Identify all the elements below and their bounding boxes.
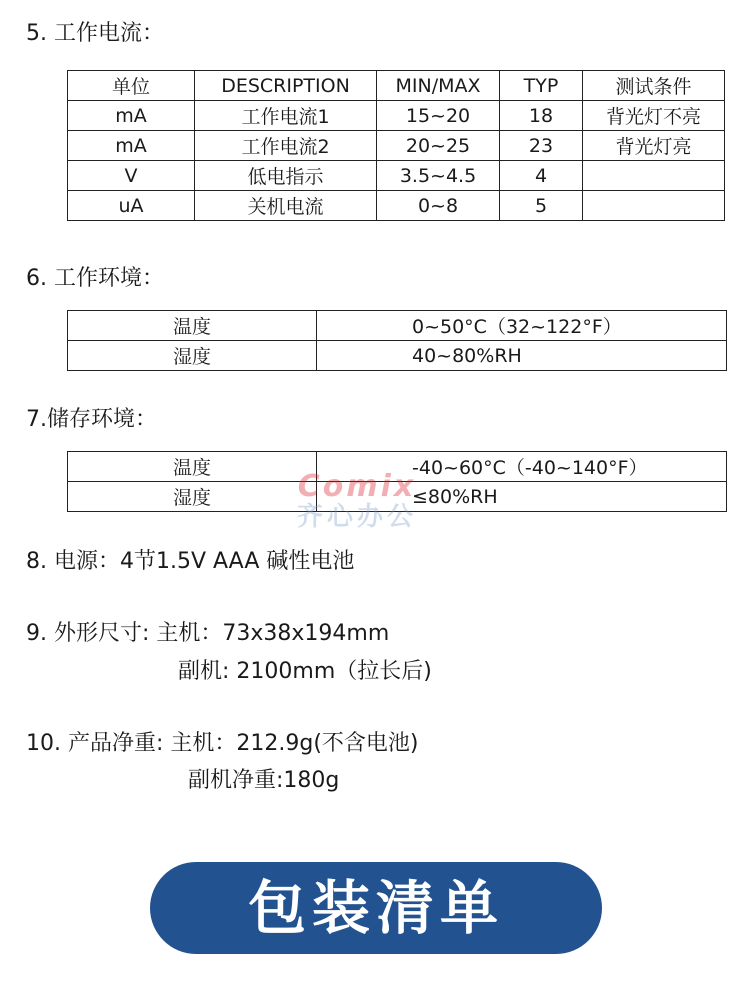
table-row [68,482,727,512]
section-5-title: 5. 工作电流： [26,21,164,46]
cell-typ: 5 [500,191,583,221]
cell-label: 湿度 [68,341,317,371]
header-description: DESCRIPTION [195,71,377,101]
section-7-title: 7.储存环境： [26,407,157,432]
cell-description: 低电指示 [195,161,377,191]
table-row [68,341,727,371]
table-header-row [68,71,725,101]
cell-description: 工作电流2 [195,131,377,161]
cell-condition: 背光灯不亮 [583,101,725,131]
cell-condition [583,191,725,221]
section-9-dimensions-secondary: 副机: 2100mm（拉长后) [178,659,432,684]
cell-description: 关机电流 [195,191,377,221]
watermark-subtitle: 齐心办公 [297,502,418,532]
header-typ: TYP [500,71,583,101]
cell-typ: 4 [500,161,583,191]
cell-typ: 23 [500,131,583,161]
cell-unit: uA [68,191,195,221]
section-9-dimensions: 9. 外形尺寸: 主机：73x38x194mm [26,621,390,646]
cell-condition [583,161,725,191]
header-min-max: MIN/MAX [377,71,500,101]
cell-value: -40~60°C（-40~140°F） [317,452,727,482]
table-row [68,161,725,191]
table-row [68,101,725,131]
section-6-title: 6. 工作环境： [26,266,164,291]
table-row [68,191,725,221]
packing-list-banner: 包装清单 [150,862,602,954]
cell-unit: V [68,161,195,191]
cell-min-max: 15~20 [377,101,500,131]
table-row [68,131,725,161]
section-10-weight-secondary: 副机净重:180g [188,768,340,793]
operating-env-table [67,310,727,371]
cell-value: 0~50°C（32~122°F） [317,311,727,341]
watermark-brand: Comix [297,469,417,504]
cell-value: 40~80%RH [317,341,727,371]
cell-unit: mA [68,131,195,161]
storage-env-table [67,451,727,512]
header-unit: 单位 [68,71,195,101]
cell-label: 温度 [68,452,317,482]
table-row [68,452,727,482]
cell-condition: 背光灯亮 [583,131,725,161]
cell-unit: mA [68,101,195,131]
current-table [67,70,725,221]
section-8-power: 8. 电源：4节1.5V AAA 碱性电池 [26,549,355,574]
cell-description: 工作电流1 [195,101,377,131]
cell-value: ≤80%RH [317,482,727,512]
cell-min-max: 3.5~4.5 [377,161,500,191]
cell-label: 温度 [68,311,317,341]
cell-label: 湿度 [68,482,317,512]
cell-typ: 18 [500,101,583,131]
cell-min-max: 20~25 [377,131,500,161]
header-condition: 测试条件 [583,71,725,101]
cell-min-max: 0~8 [377,191,500,221]
section-10-weight: 10. 产品净重: 主机：212.9g(不含电池) [26,731,419,756]
table-row [68,311,727,341]
